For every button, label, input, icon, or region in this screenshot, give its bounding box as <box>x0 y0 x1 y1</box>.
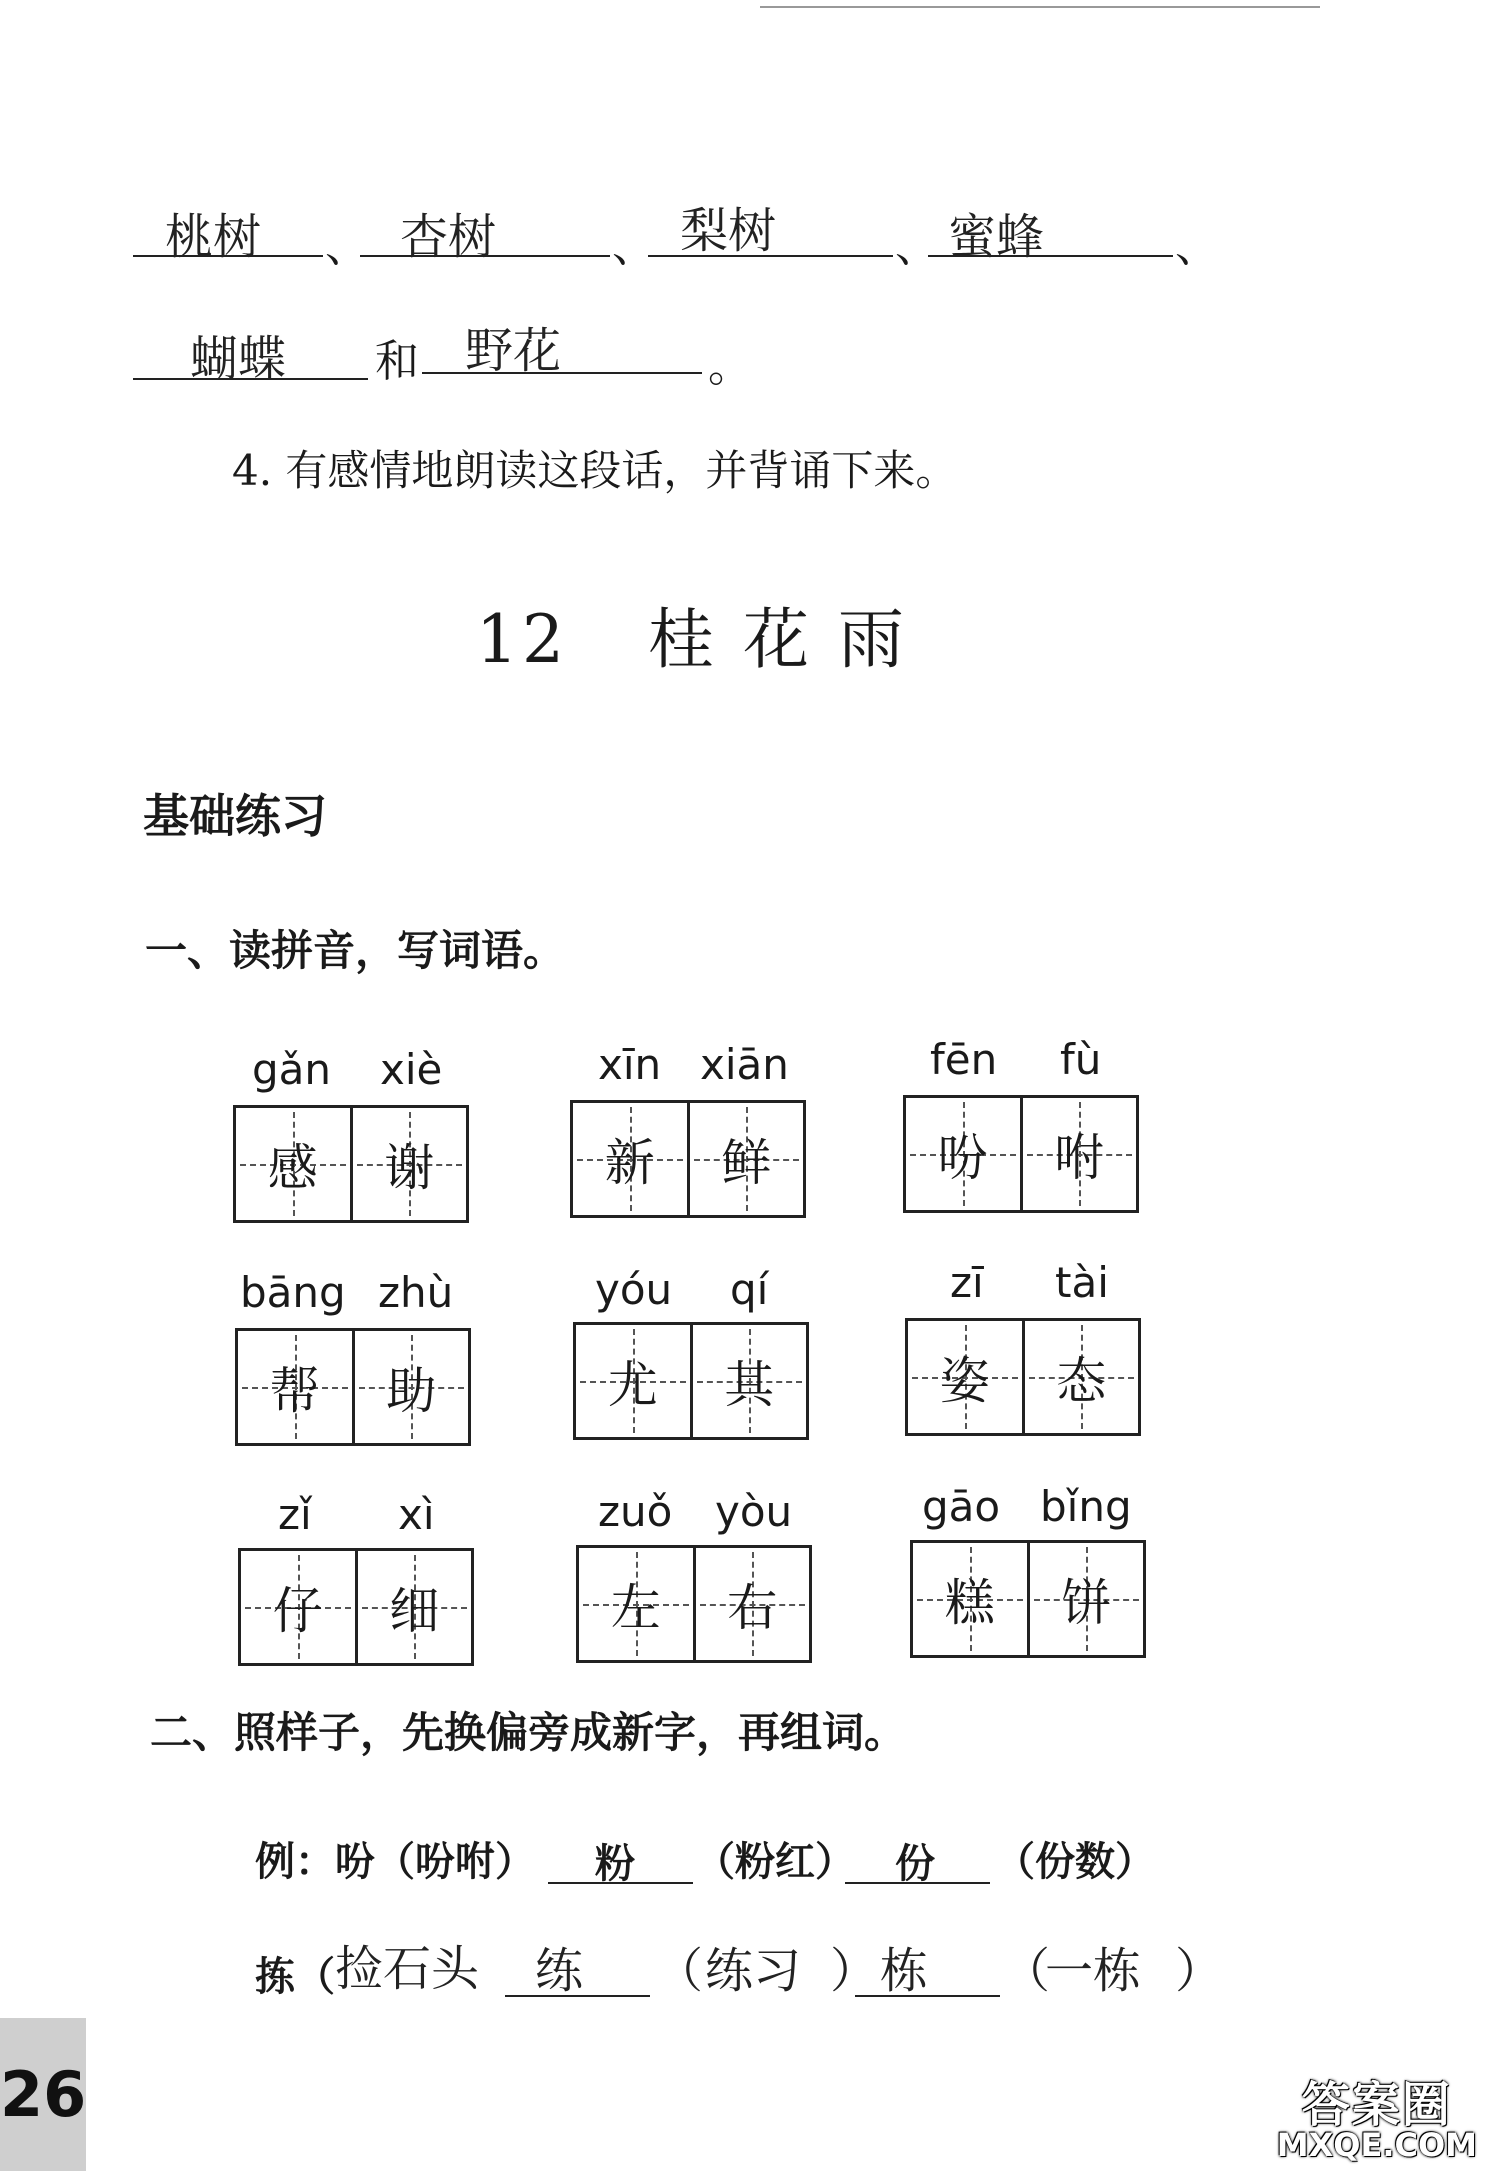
char-cell[interactable]: 吩 <box>906 1098 1020 1210</box>
word-box[interactable] <box>235 1328 471 1446</box>
pinyin: yòu <box>715 1487 793 1536</box>
word-box[interactable] <box>570 1100 806 1218</box>
end-mark: 。 <box>708 341 752 392</box>
exercise-word-1: 练习 <box>705 1943 802 1999</box>
answer-1: 桃树 <box>165 209 262 265</box>
char-cell[interactable]: 姿 <box>908 1321 1022 1433</box>
lesson-number: 12 <box>476 601 568 678</box>
char-cell[interactable]: 右 <box>693 1548 810 1660</box>
section-heading: 基础练习 <box>143 789 327 843</box>
char-cell[interactable]: 左 <box>579 1548 693 1660</box>
char-cell[interactable]: 糕 <box>913 1543 1027 1655</box>
word-box[interactable] <box>238 1548 474 1666</box>
word-box[interactable] <box>905 1318 1141 1436</box>
exercise-prefix: 拣（ <box>255 1953 335 2000</box>
example-word-2: （份数） <box>995 1838 1155 1885</box>
exercise-open-1: （ <box>655 1943 704 1999</box>
page-number: 26 <box>0 2018 86 2171</box>
word-box[interactable] <box>910 1540 1146 1658</box>
char-cell[interactable]: 其 <box>690 1325 807 1437</box>
pinyin: bǐng <box>1040 1482 1132 1531</box>
pinyin: gǎn <box>252 1045 332 1094</box>
pinyin: yóu <box>595 1265 673 1314</box>
answer-2: 杏树 <box>400 209 497 265</box>
char-cell[interactable]: 新 <box>573 1103 687 1215</box>
part1-heading: 一、读拼音，写词语。 <box>145 926 566 975</box>
char-cell[interactable]: 尤 <box>576 1325 690 1437</box>
example-prefix: 例：吩（吩咐） <box>255 1838 535 1885</box>
pinyin: xīn <box>598 1040 662 1089</box>
pinyin: xiè <box>380 1045 443 1094</box>
char-cell[interactable]: 态 <box>1022 1321 1139 1433</box>
example-word-1: （粉红） <box>695 1838 855 1885</box>
char-cell[interactable]: 帮 <box>238 1331 352 1443</box>
pinyin: gāo <box>922 1482 1001 1531</box>
pinyin: xiān <box>700 1040 789 1089</box>
pinyin: fēn <box>930 1035 998 1084</box>
top-rule <box>760 6 1320 8</box>
answer-blank-6[interactable] <box>422 372 702 374</box>
answer-3: 梨树 <box>680 203 777 259</box>
connector: 和 <box>375 336 419 387</box>
separator: 、 <box>895 221 939 272</box>
watermark-logo: 答案圈 MXQE.COM <box>1276 2077 1477 2164</box>
char-cell[interactable]: 助 <box>352 1331 469 1443</box>
answer-5: 蝴蝶 <box>190 331 287 387</box>
char-cell[interactable]: 鲜 <box>687 1103 804 1215</box>
pinyin: bāng <box>240 1268 346 1317</box>
separator: 、 <box>325 221 369 272</box>
char-cell[interactable]: 饼 <box>1027 1543 1144 1655</box>
exercise-close-1: ） <box>830 1943 879 1999</box>
word-box[interactable] <box>903 1095 1139 1213</box>
word-box[interactable] <box>233 1105 469 1223</box>
char-cell[interactable]: 仔 <box>241 1551 355 1663</box>
word-box[interactable] <box>573 1322 809 1440</box>
word-box[interactable] <box>576 1545 812 1663</box>
lesson-title <box>476 586 908 681</box>
part2-heading: 二、照样子，先换偏旁成新字，再组词。 <box>150 1708 907 1757</box>
exercise-word-0: 捡石头 <box>335 1941 480 1997</box>
char-cell[interactable]: 咐 <box>1020 1098 1137 1210</box>
pinyin: xì <box>398 1490 435 1539</box>
pinyin: zī <box>950 1258 984 1307</box>
answer-6: 野花 <box>465 323 562 379</box>
answer-4: 蜜蜂 <box>948 209 1045 265</box>
pinyin: fù <box>1060 1035 1102 1084</box>
exercise-close-2: ） <box>1175 1943 1224 1999</box>
exercise-answer-2: 栋 <box>880 1943 929 1999</box>
char-cell[interactable]: 细 <box>355 1551 472 1663</box>
q4-text: 4. 有感情地朗读这段话，并背诵下来。 <box>232 446 958 495</box>
example-answer-2: 份 <box>895 1840 935 1887</box>
char-cell[interactable]: 谢 <box>350 1108 467 1220</box>
pinyin: qí <box>730 1265 769 1314</box>
lesson-name: 桂 花 雨 <box>647 601 908 678</box>
pinyin: zǐ <box>278 1490 312 1539</box>
separator: 、 <box>612 221 656 272</box>
pinyin: zhù <box>378 1268 454 1317</box>
pinyin: tài <box>1055 1258 1109 1307</box>
exercise-answer-1: 练 <box>535 1943 584 1999</box>
pinyin: zuǒ <box>598 1487 673 1536</box>
exercise-word-2: 一栋 <box>1045 1943 1142 1999</box>
char-cell[interactable]: 感 <box>236 1108 350 1220</box>
exercise-open-2: （ <box>1002 1943 1051 1999</box>
separator: 、 <box>1175 221 1219 272</box>
example-answer-1: 粉 <box>595 1840 635 1887</box>
